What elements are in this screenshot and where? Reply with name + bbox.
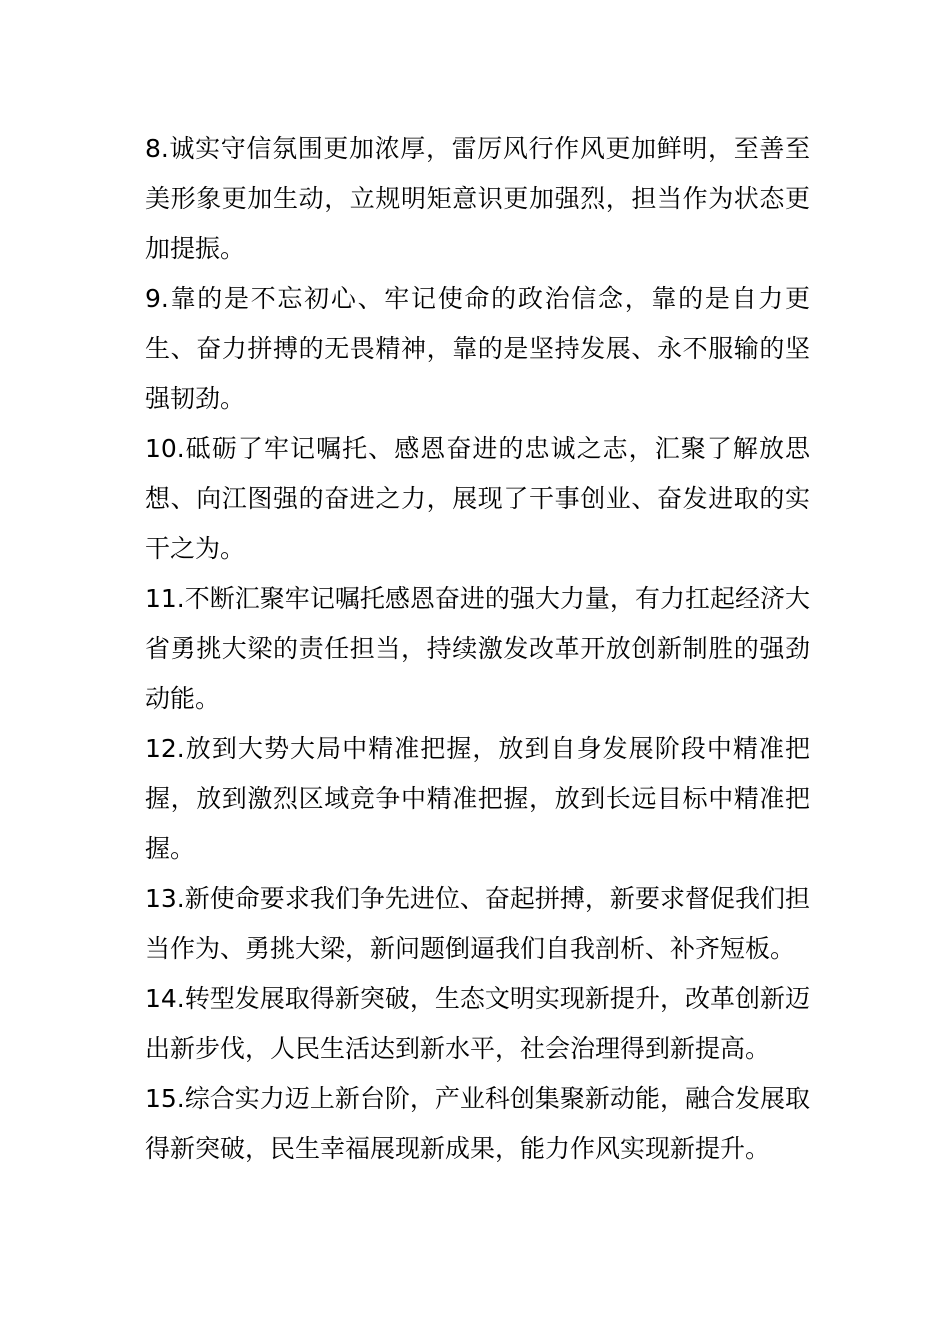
list-item: 15.综合实力迈上新台阶，产业科创集聚新动能，融合发展取得新突破，民生幸福展现新成果，能力作风实现新提升。	[145, 1084, 810, 1163]
list-item: 9.靠的是不忘初心、牢记使命的政治信念，靠的是自力更生、奋力拼搏的无畏精神，靠的是坚持发展、永不服输的坚强韧劲。	[145, 284, 810, 413]
list-item: 13.新使命要求我们争先进位、奋起拼搏，新要求督促我们担当作为、勇挑大梁，新问题倒逼我们自我剖析、补齐短板。	[145, 884, 810, 963]
list-item: 8.诚实守信氛围更加浓厚，雷厉风行作风更加鲜明，至善至美形象更加生动，立规明矩意识更加强烈，担当作为状态更加提振。	[145, 134, 810, 263]
list-item: 10.砥砺了牢记嘱托、感恩奋进的忠诚之志，汇聚了解放思想、向江图强的奋进之力，展现了干事创业、奋发进取的实干之为。	[145, 434, 810, 563]
list-item: 14.转型发展取得新突破，生态文明实现新提升，改革创新迈出新步伐，人民生活达到新水平，社会治理得到新提高。	[145, 984, 810, 1063]
list-item: 11.不断汇聚牢记嘱托感恩奋进的强大力量，有力扛起经济大省勇挑大梁的责任担当，持续激发改革开放创新制胜的强劲动能。	[145, 584, 810, 713]
list-item: 12.放到大势大局中精准把握，放到自身发展阶段中精准把握，放到激烈区域竞争中精准把握，放到长远目标中精准把握。	[145, 734, 810, 863]
document-body	[145, 124, 810, 1174]
